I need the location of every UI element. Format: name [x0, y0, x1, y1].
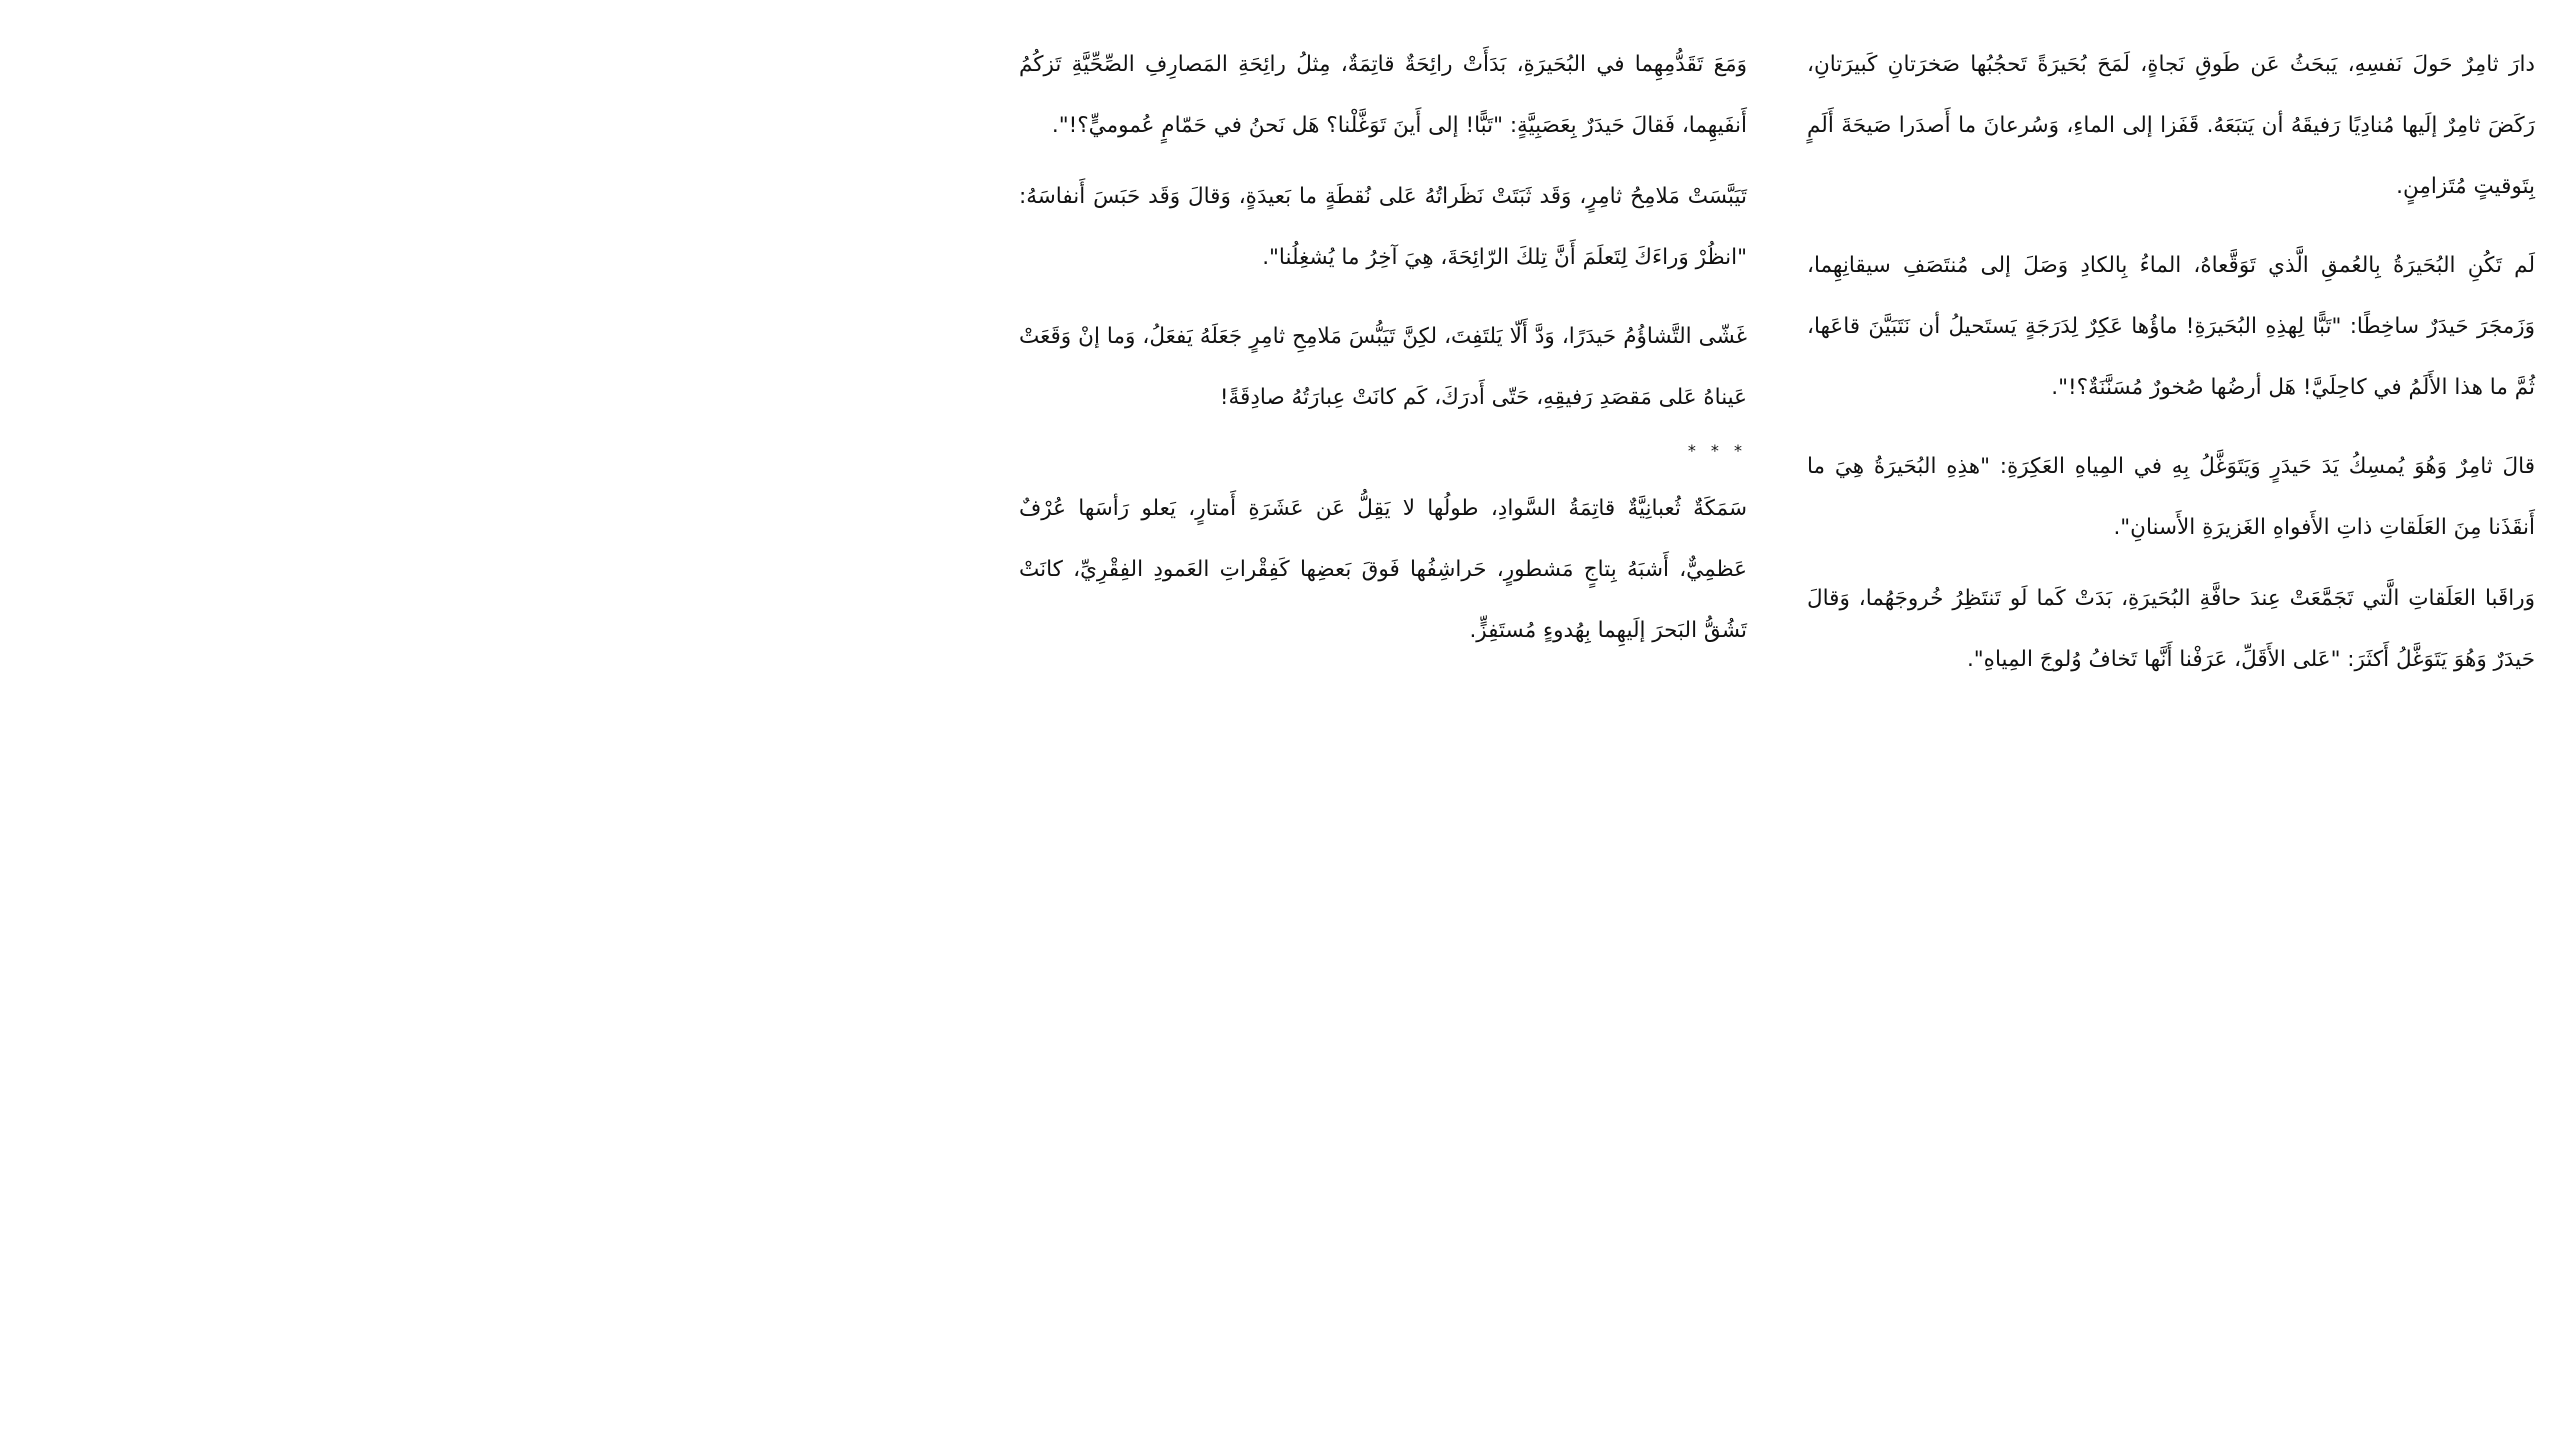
section-separator: * * *: [1687, 441, 1747, 460]
paragraph: وَراقَبا العَلَقاتِ الَّتي تَجَمَّعَتْ عِندَ حافَّةِ البُحَيرَةِ، بَدَتْ كَما لَو تَنتَظِرُ خُروجَهُما، وَقالَ حَيدَرٌ وَهُوَ يَتَوَغَّلُ أَكثَرَ: "عَلى الأَقَلِّ، عَرَفْنا أَنَّها تَخافُ وُلوجَ المِياهِ".: [1807, 586, 2535, 672]
paragraph: وَمَعَ تَقَدُّمِهِما في البُحَيرَةِ، بَدَأَتْ رائِحَةٌ قاتِمَةٌ، مِثلُ رائِحَةِ المَصارِفِ الصِّحِّيَّةِ تَزكُمُ أَنفَيهِما، فَقالَ حَيدَرٌ بِعَصَبِيَّةٍ: "تَبًّا! إلى أَينَ تَوَغَّلْنا؟ هَل نَحنُ في حَمّامٍ عُموميٍّ؟!".: [1019, 52, 1747, 138]
paragraph: لَم تَكُنِ البُحَيرَةُ بِالعُمقِ الَّذي تَوَقَّعاهُ، الماءُ بِالكادِ وَصَلَ إلى مُنتَصَفِ سيقانِهِما، وَزَمجَرَ حَيدَرٌ ساخِطًا: "تَبًّا لِهذِهِ البُحَيرَةِ! ماؤُها عَكِرٌ لِدَرَجَةٍ يَستَحيلُ أن نَتَبَيَّنَ قاعَها، ثُمَّ ما هذا الأَلَمُ في كاحِلَيَّ! هَل أرضُها صُخورٌ مُسَنَّنَةٌ؟!".: [1807, 253, 2535, 400]
left-column: [1019, 34, 1747, 661]
paragraph: دارَ ثامِرٌ حَولَ نَفسِهِ، يَبحَثُ عَن طَوقِ نَجاةٍ، لَمَحَ بُحَيرَةً تَحجُبُها صَخرَتانِ كَبيرَتانِ، رَكَضَ ثامِرٌ إلَيها مُنادِيًا رَفيقَهُ أن يَتبَعَهُ. قَفَزا إلى الماءِ، وَسُرعانَ ما أَصدَرا صَيحَةَ أَلَمٍ بِتَوقيتٍ مُتَزامِنٍ.: [1807, 52, 2535, 199]
book-spread: [994, 0, 2560, 880]
right-column: [1807, 34, 2535, 690]
paragraph: تَيَبَّسَتْ مَلامِحُ ثامِرٍ، وَقَد ثَبَتَتْ نَظَراتُهُ عَلى نُقطَةٍ ما بَعيدَةٍ، وَقالَ وَقَد حَبَسَ أَنفاسَهُ: "انظُرْ وَراءَكَ لِتَعلَمَ أَنَّ تِلكَ الرّائِحَةَ، هِيَ آخِرُ ما يُشغِلُنا".: [1019, 184, 1747, 270]
paragraph: غَشّى التَّشاؤُمُ حَيدَرًا، وَدَّ أَلّا يَلتَفِتَ، لكِنَّ تَيَبُّسَ مَلامِحِ ثامِرٍ جَعَلَهُ يَفعَلُ، وَما إنْ وَقَعَتْ عَيناهُ عَلى مَقصَدِ رَفيقِهِ، حَتّى أَدرَكَ، كَم كانَتْ عِبارَتُهُ صادِقَةً!: [1019, 324, 1747, 410]
paragraph: سَمَكَةٌ ثُعبانِيَّةٌ قاتِمَةُ السَّوادِ، طولُها لا يَقِلُّ عَن عَشَرَةِ أَمتارٍ، يَعلو رَأسَها عُرْفٌ عَظمِيٌّ، أَشبَهُ بِتاجٍ مَشطورٍ، حَراشِفُها فَوقَ بَعضِها كَفِقْراتِ العَمودِ الفِقْرِيِّ، كانَتْ تَشُقُّ البَحرَ إلَيهِما بِهُدوءٍ مُستَفِزٍّ.: [1019, 496, 1747, 643]
paragraph: قالَ ثامِرٌ وَهُوَ يُمسِكُ يَدَ حَيدَرٍ وَيَتَوَغَّلُ بِهِ في المِياهِ العَكِرَةِ: "هذِهِ البُحَيرَةُ هِيَ ما أَنقَذَنا مِنَ العَلَقاتِ ذاتِ الأَفواهِ الغَزيرَةِ الأَسنانِ".: [1807, 454, 2535, 540]
